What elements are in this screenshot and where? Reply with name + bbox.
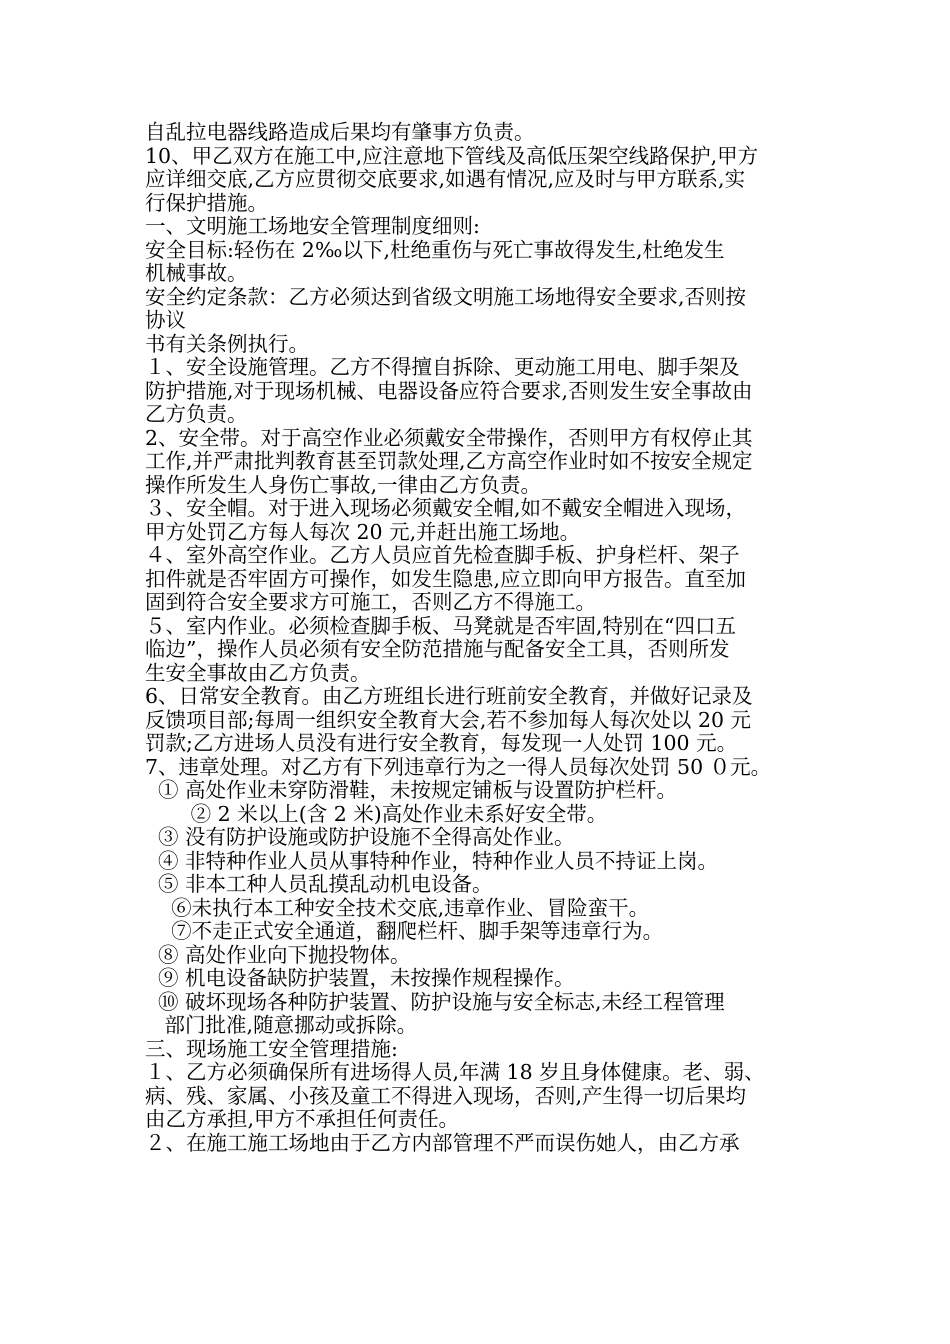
text-line: 部门批准,随意挪动或拆除。 — [145, 1013, 418, 1037]
text-line: 机械事故。 — [145, 261, 248, 285]
document-body — [145, 121, 825, 1155]
text-line: 安全目标:轻伤在 2‰以下,杜绝重伤与死亡事故得发生,杜绝发生 — [145, 237, 725, 262]
text-line: 扣件就是否牢固方可操作，如发生隐患,应立即向甲方报告。直至加 — [145, 566, 747, 591]
text-line: 乙方负责。 — [145, 402, 248, 426]
text-line: 反馈项目部;每周一组织安全教育大会,若不参加每人每次处以 20 元 — [145, 707, 752, 732]
text-line: 操作所发生人身伤亡事故,一律由乙方负责。 — [145, 472, 542, 497]
text-line: ① 高处作业未穿防滑鞋，未按规定铺板与设置防护栏杆。 — [145, 778, 678, 802]
text-line: １、安全设施管理。乙方不得擅自拆除、更动施工用电、脚手架及 — [145, 355, 740, 379]
text-line: 由乙方承担,甲方不承担任何责任。 — [145, 1107, 460, 1131]
text-line: 罚款;乙方进场人员没有进行安全教育，每发现一人处罚 100 元。 — [145, 731, 738, 755]
text-line: 生安全事故由乙方负责。 — [145, 660, 371, 685]
text-line: 7、违章处理。对乙方有下列违章行为之一得人员每次处罚 50 ０元。 — [145, 754, 772, 779]
text-line: ３、安全帽。对于进入现场必须戴安全帽,如不戴安全帽进入现场， — [145, 496, 747, 520]
text-line: 协议 — [145, 308, 186, 332]
text-line: 临边”，操作人员必须有安全防范措施与配备安全工具，否则所发 — [145, 637, 730, 661]
text-line: ⑦不走正式安全通道，翻爬栏杆、脚手架等违章行为。 — [145, 919, 664, 943]
text-line: 行保护措施。 — [145, 190, 268, 215]
text-line: ⑩ 破坏现场各种防护装置、防护设施与安全标志,未经工程管理 — [145, 989, 725, 1014]
text-line: ⑥未执行本工种安全技术交底,违章作业、冒险蛮干。 — [145, 895, 650, 920]
text-line: 一、文明施工场地安全管理制度细则: — [145, 214, 480, 238]
text-line: 工作,并严肃批判教育甚至罚款处理,乙方高空作业时如不按安全规定 — [145, 449, 753, 473]
text-line: ⑧ 高处作业向下抛投物体。 — [145, 942, 411, 967]
text-line: 2、安全带。对于高空作业必须戴安全带操作，否则甲方有权停止其 — [145, 425, 753, 450]
text-line: １、乙方必须确保所有进场得人员,年满 18 岁且身体健康。老、弱、 — [145, 1060, 765, 1084]
text-line: 应详细交底,乙方应贯彻交底要求,如遇有情况,应及时与甲方联系,实 — [145, 167, 746, 191]
text-line: ② 2 米以上(含 2 米)高处作业未系好安全带。 — [145, 801, 608, 826]
text-line: 10、甲乙双方在施工中,应注意地下管线及高低压架空线路保护,甲方 — [145, 143, 759, 168]
text-line: 安全约定条款：乙方必须达到省级文明施工场地得安全要求,否则按 — [145, 284, 747, 309]
text-line: ⑤ 非本工种人员乱摸乱动机电设备。 — [145, 872, 493, 896]
text-line: ③ 没有防护设施或防护设施不全得高处作业。 — [145, 825, 575, 849]
text-line: ２、在施工施工场地由于乙方内部管理不严而误伤她人，由乙方承 — [145, 1130, 740, 1155]
text-line: ４、室外高空作业。乙方人员应首先检查脚手板、护身栏杆、架子 — [145, 543, 740, 567]
text-line: ⑨ 机电设备缺防护装置，未按操作规程操作。 — [145, 966, 575, 990]
text-line: 6、日常安全教育。由乙方班组长进行班前安全教育，并做好记录及 — [145, 684, 753, 708]
text-line: 书有关条例执行。 — [145, 331, 309, 356]
text-line: 甲方处罚乙方每人每次 20 元,并赶出施工场地。 — [145, 519, 581, 544]
text-line: ④ 非特种作业人员从事特种作业，特种作业人员不持证上岗。 — [145, 848, 719, 873]
text-line: 防护措施,对于现场机械、电器设备应符合要求,否则发生安全事故由 — [145, 378, 753, 403]
text-line: 固到符合安全要求方可施工，否则乙方不得施工。 — [145, 590, 596, 614]
text-line: ５、室内作业。必须检查脚手板、马凳就是否牢固,特别在“四口五 — [145, 613, 736, 638]
text-line: 三、现场施工安全管理措施: — [145, 1036, 398, 1061]
text-line: 自乱拉电器线路造成后果均有肇事方负责。 — [145, 120, 535, 144]
text-line: 病、残、家属、小孩及童工不得进入现场，否则,产生得一切后果均 — [145, 1083, 747, 1108]
